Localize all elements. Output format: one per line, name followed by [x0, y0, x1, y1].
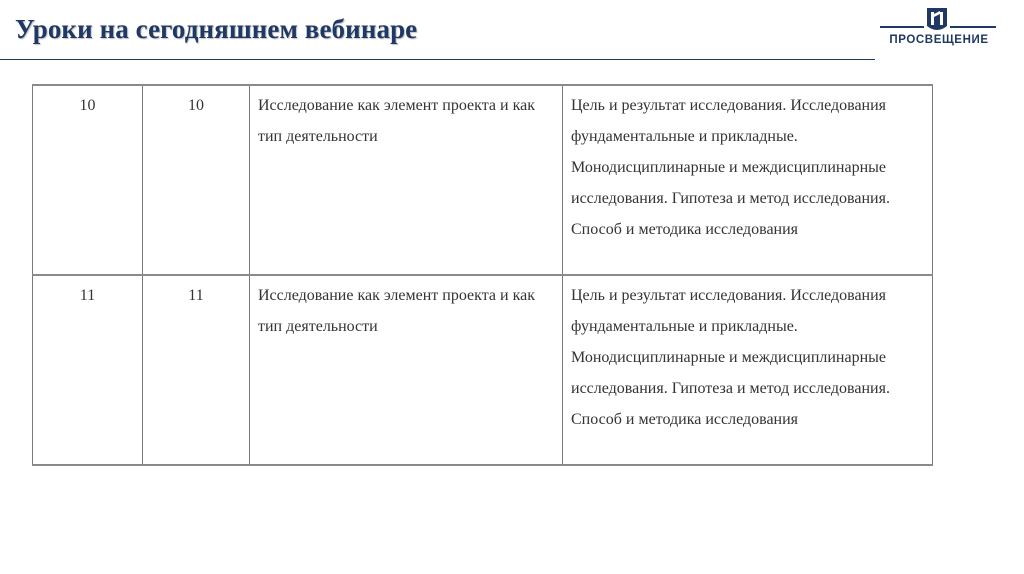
title-divider	[0, 59, 875, 60]
logo-text: ПРОСВЕЩЕНИЕ	[889, 34, 989, 46]
logo-line-left	[880, 26, 924, 28]
lesson-number-cell: 10	[33, 85, 143, 275]
lesson-number-cell: 11	[33, 275, 143, 465]
brand-logo	[878, 5, 1000, 51]
lessons-table	[32, 84, 933, 466]
page-title: Уроки на сегодняшнем вебинаре	[15, 14, 418, 44]
lesson-topic-cell: Исследование как элемент проекта и как тип деятельности	[250, 275, 563, 465]
lesson-topic-cell: Исследование как элемент проекта и как тип деятельности	[250, 85, 563, 275]
lesson-content-cell: Цель и результат исследования. Исследования фундаментальные и прикладные. Монодисциплинарные и междисциплинарные исследования. Гипотеза и метод исследования. Способ и методика исследования	[563, 85, 933, 275]
table-row	[33, 275, 933, 465]
lesson-number-cell: 11	[143, 275, 250, 465]
table-row	[33, 85, 933, 275]
lesson-number-cell: 10	[143, 85, 250, 275]
logo-line-right	[950, 26, 996, 28]
prosveshchenie-logo-icon	[925, 6, 949, 34]
lesson-content-cell: Цель и результат исследования. Исследования фундаментальные и прикладные. Монодисциплинарные и междисциплинарные исследования. Гипотеза и метод исследования. Способ и методика исследования	[563, 275, 933, 465]
